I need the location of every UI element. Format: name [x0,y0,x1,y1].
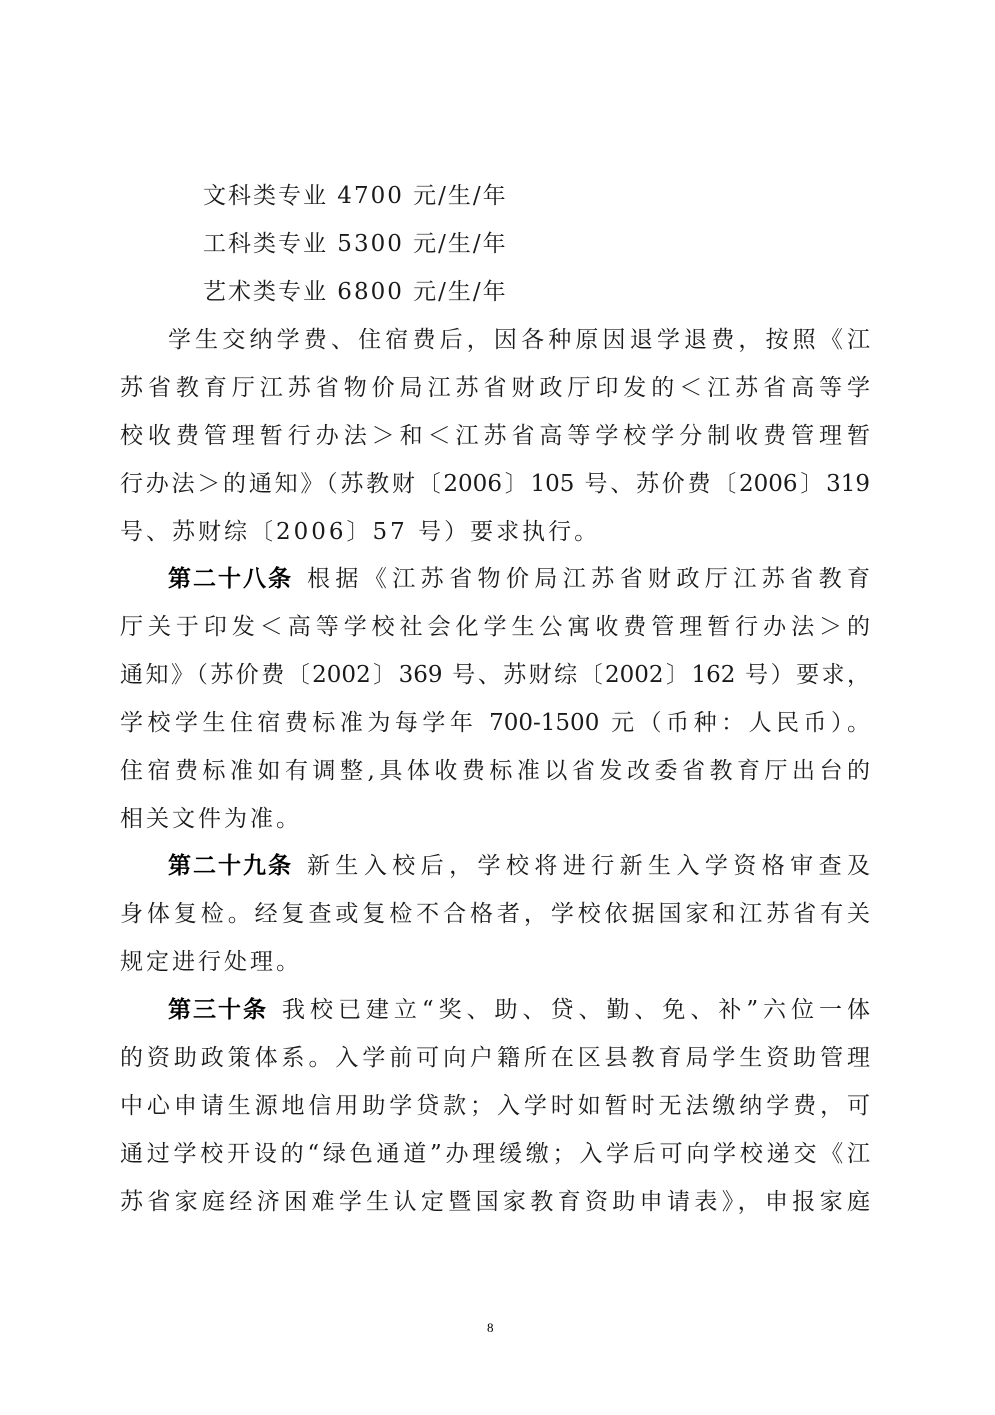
article-28-line: 厅关于印发＜高等学校社会化学生公寓收费管理暂行办法＞的 [120,614,870,640]
article-30-title: 第三十条 [168,997,268,1023]
refund-paragraph-line: 号、苏财综〔2006〕57 号）要求执行。 [120,519,601,545]
article-28-line: 通知》（苏价费〔2002〕369 号、苏财综〔2002〕162 号）要求， [120,662,870,688]
article-28-title: 第二十八条 [168,566,293,592]
refund-paragraph-line: 学生交纳学费、住宿费后，因各种原因退学退费，按照《江 [168,327,870,353]
article-28-line: 学校学生住宿费标准为每学年 700-1500 元（币种：人民币）。 [120,710,870,736]
article-30-first-line [168,992,870,1028]
fee-engineering: 工科类专业 5300 元/生/年 [203,231,508,257]
article-28-first-line [168,561,870,597]
refund-paragraph-line: 校收费管理暂行办法＞和＜江苏省高等学校学分制收费管理暂 [120,423,870,449]
article-30-line: 苏省家庭经济困难学生认定暨国家教育资助申请表》，申报家庭 [120,1189,870,1215]
article-29-first-line [168,848,870,884]
article-30-text: 我校已建立“奖、助、贷、勤、免、补”六位一体 [282,997,870,1023]
article-28-text: 根据《江苏省物价局江苏省财政厅江苏省教育 [307,566,870,592]
article-28-line: 相关文件为准。 [120,806,302,832]
article-29-text: 新生入校后，学校将进行新生入学资格审查及 [307,853,870,879]
refund-paragraph-line: 苏省教育厅江苏省物价局江苏省财政厅印发的＜江苏省高等学 [120,375,870,401]
article-30-line: 的资助政策体系。入学前可向户籍所在区县教育局学生资助管理 [120,1045,870,1071]
article-29-title: 第二十九条 [168,853,293,879]
article-30-line: 中心申请生源地信用助学贷款；入学时如暂时无法缴纳学费，可 [120,1093,870,1119]
article-29-line: 身体复检。经复查或复检不合格者，学校依据国家和江苏省有关 [120,901,870,927]
article-30-line: 通过学校开设的“绿色通道”办理缓缴；入学后可向学校递交《江 [120,1141,870,1167]
fee-liberal-arts: 文科类专业 4700 元/生/年 [203,183,508,209]
article-28-line: 住宿费标准如有调整,具体收费标准以省发改委省教育厅出台的 [120,758,870,784]
article-29-line: 规定进行处理。 [120,949,302,975]
fee-arts: 艺术类专业 6800 元/生/年 [203,279,508,305]
page-number: 8 [487,1320,494,1335]
refund-paragraph-line: 行办法＞的通知》（苏教财〔2006〕105 号、苏价费〔2006〕319 [120,471,870,497]
